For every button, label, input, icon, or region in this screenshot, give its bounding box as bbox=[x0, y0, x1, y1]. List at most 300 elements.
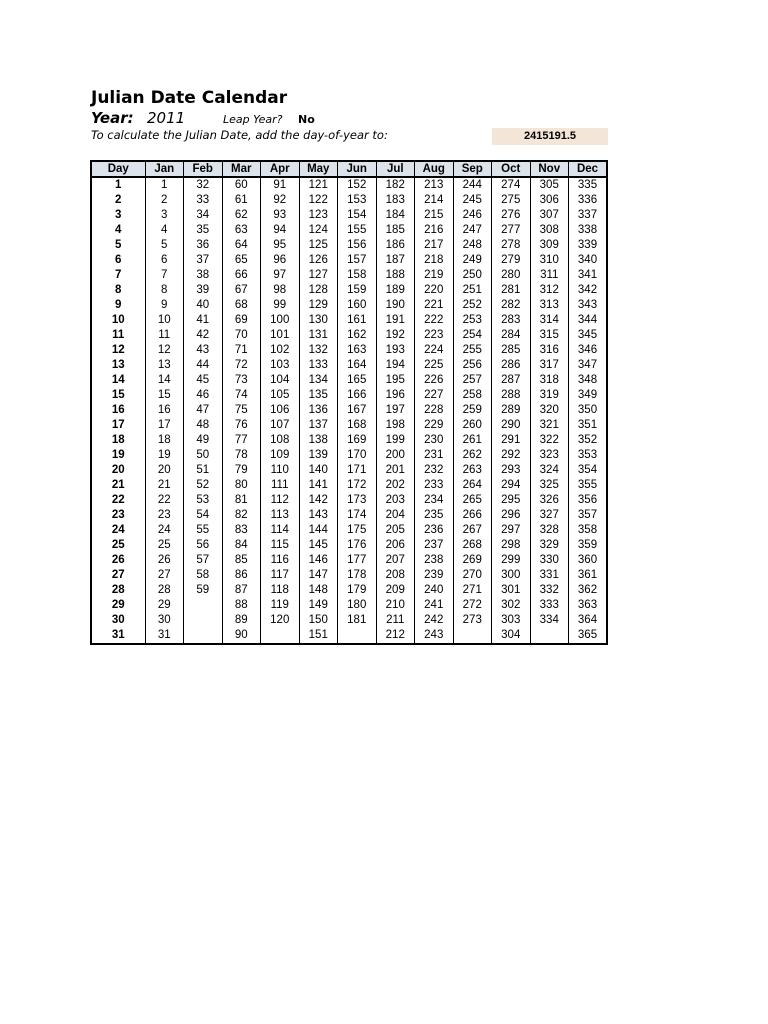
day-of-year-cell: 198 bbox=[376, 418, 415, 433]
day-of-year-cell: 27 bbox=[145, 568, 184, 583]
day-of-year-cell: 53 bbox=[184, 493, 223, 508]
day-of-year-cell: 361 bbox=[569, 568, 608, 583]
day-of-year-cell: 352 bbox=[569, 433, 608, 448]
day-of-year-cell: 118 bbox=[261, 583, 300, 598]
day-of-year-cell: 227 bbox=[415, 388, 454, 403]
day-of-year-cell: 36 bbox=[184, 238, 223, 253]
day-of-year-cell: 290 bbox=[492, 418, 531, 433]
day-of-year-cell: 128 bbox=[299, 283, 338, 298]
day-of-year-cell: 137 bbox=[299, 418, 338, 433]
column-header: Mar bbox=[222, 161, 261, 177]
day-of-year-cell: 165 bbox=[338, 373, 377, 388]
day-of-year-cell: 133 bbox=[299, 358, 338, 373]
day-cell: 19 bbox=[91, 448, 145, 463]
day-of-year-cell: 73 bbox=[222, 373, 261, 388]
day-of-year-cell: 20 bbox=[145, 463, 184, 478]
day-of-year-cell: 351 bbox=[569, 418, 608, 433]
table-row bbox=[91, 493, 607, 508]
day-of-year-cell: 357 bbox=[569, 508, 608, 523]
year-value[interactable]: 2011 bbox=[147, 109, 186, 127]
table-row bbox=[91, 463, 607, 478]
day-of-year-cell: 46 bbox=[184, 388, 223, 403]
day-of-year-cell: 85 bbox=[222, 553, 261, 568]
table-row bbox=[91, 553, 607, 568]
day-of-year-cell: 87 bbox=[222, 583, 261, 598]
day-of-year-cell: 298 bbox=[492, 538, 531, 553]
day-of-year-cell: 166 bbox=[338, 388, 377, 403]
day-of-year-cell: 78 bbox=[222, 448, 261, 463]
table-row bbox=[91, 478, 607, 493]
day-of-year-cell: 187 bbox=[376, 253, 415, 268]
day-of-year-cell bbox=[453, 628, 492, 644]
day-of-year-cell: 327 bbox=[530, 508, 569, 523]
instruction-text: To calculate the Julian Date, add the day-of-year to: bbox=[91, 128, 388, 142]
day-of-year-cell: 172 bbox=[338, 478, 377, 493]
day-of-year-cell: 266 bbox=[453, 508, 492, 523]
day-of-year-cell: 34 bbox=[184, 208, 223, 223]
day-of-year-cell bbox=[530, 628, 569, 644]
day-of-year-cell: 22 bbox=[145, 493, 184, 508]
day-of-year-cell: 322 bbox=[530, 433, 569, 448]
day-of-year-cell: 79 bbox=[222, 463, 261, 478]
day-of-year-cell: 310 bbox=[530, 253, 569, 268]
day-of-year-cell: 343 bbox=[569, 298, 608, 313]
day-of-year-cell: 207 bbox=[376, 553, 415, 568]
day-of-year-cell: 311 bbox=[530, 268, 569, 283]
day-of-year-cell: 346 bbox=[569, 343, 608, 358]
day-of-year-cell: 13 bbox=[145, 358, 184, 373]
day-of-year-cell: 140 bbox=[299, 463, 338, 478]
day-of-year-cell: 260 bbox=[453, 418, 492, 433]
leap-year-value: No bbox=[298, 113, 315, 126]
day-of-year-cell: 339 bbox=[569, 238, 608, 253]
day-of-year-cell: 270 bbox=[453, 568, 492, 583]
day-of-year-cell: 99 bbox=[261, 298, 300, 313]
day-of-year-cell: 286 bbox=[492, 358, 531, 373]
day-of-year-cell: 213 bbox=[415, 177, 454, 193]
day-of-year-cell: 319 bbox=[530, 388, 569, 403]
day-of-year-cell: 71 bbox=[222, 343, 261, 358]
day-cell: 22 bbox=[91, 493, 145, 508]
day-of-year-cell: 312 bbox=[530, 283, 569, 298]
column-header: Jan bbox=[145, 161, 184, 177]
day-of-year-cell: 185 bbox=[376, 223, 415, 238]
day-cell: 20 bbox=[91, 463, 145, 478]
page-title: Julian Date Calendar bbox=[91, 88, 288, 108]
day-of-year-cell: 159 bbox=[338, 283, 377, 298]
day-of-year-cell: 14 bbox=[145, 373, 184, 388]
day-of-year-cell: 226 bbox=[415, 373, 454, 388]
day-cell: 29 bbox=[91, 598, 145, 613]
day-of-year-cell: 250 bbox=[453, 268, 492, 283]
day-of-year-cell: 241 bbox=[415, 598, 454, 613]
day-of-year-cell: 30 bbox=[145, 613, 184, 628]
day-of-year-cell: 228 bbox=[415, 403, 454, 418]
day-of-year-cell: 169 bbox=[338, 433, 377, 448]
day-of-year-cell: 209 bbox=[376, 583, 415, 598]
day-of-year-cell: 274 bbox=[492, 177, 531, 193]
day-of-year-cell: 246 bbox=[453, 208, 492, 223]
day-of-year-cell: 335 bbox=[569, 177, 608, 193]
day-of-year-cell: 119 bbox=[261, 598, 300, 613]
day-of-year-cell: 267 bbox=[453, 523, 492, 538]
day-of-year-cell: 18 bbox=[145, 433, 184, 448]
day-of-year-cell: 92 bbox=[261, 193, 300, 208]
day-of-year-cell: 175 bbox=[338, 523, 377, 538]
day-of-year-cell: 282 bbox=[492, 298, 531, 313]
day-of-year-cell: 197 bbox=[376, 403, 415, 418]
day-of-year-cell: 183 bbox=[376, 193, 415, 208]
table-row bbox=[91, 523, 607, 538]
day-of-year-cell: 1 bbox=[145, 177, 184, 193]
table-row bbox=[91, 193, 607, 208]
day-of-year-cell: 291 bbox=[492, 433, 531, 448]
day-of-year-cell: 230 bbox=[415, 433, 454, 448]
year-label: Year: bbox=[91, 109, 134, 127]
day-of-year-cell: 136 bbox=[299, 403, 338, 418]
day-of-year-cell: 269 bbox=[453, 553, 492, 568]
day-of-year-cell: 111 bbox=[261, 478, 300, 493]
day-of-year-cell: 331 bbox=[530, 568, 569, 583]
day-of-year-cell: 106 bbox=[261, 403, 300, 418]
day-cell: 10 bbox=[91, 313, 145, 328]
day-of-year-cell: 348 bbox=[569, 373, 608, 388]
day-of-year-cell: 244 bbox=[453, 177, 492, 193]
day-of-year-cell: 189 bbox=[376, 283, 415, 298]
day-of-year-cell: 151 bbox=[299, 628, 338, 644]
day-of-year-cell: 19 bbox=[145, 448, 184, 463]
day-of-year-cell: 52 bbox=[184, 478, 223, 493]
day-of-year-cell: 178 bbox=[338, 568, 377, 583]
day-of-year-cell: 321 bbox=[530, 418, 569, 433]
day-of-year-cell: 212 bbox=[376, 628, 415, 644]
day-of-year-cell: 294 bbox=[492, 478, 531, 493]
day-of-year-cell: 131 bbox=[299, 328, 338, 343]
day-of-year-cell: 101 bbox=[261, 328, 300, 343]
day-of-year-cell: 112 bbox=[261, 493, 300, 508]
day-of-year-cell: 162 bbox=[338, 328, 377, 343]
leap-year-label: Leap Year? bbox=[223, 113, 283, 126]
julian-date-table bbox=[90, 160, 608, 645]
day-of-year-cell: 295 bbox=[492, 493, 531, 508]
day-of-year-cell: 204 bbox=[376, 508, 415, 523]
table-row bbox=[91, 253, 607, 268]
day-of-year-cell: 247 bbox=[453, 223, 492, 238]
day-of-year-cell: 179 bbox=[338, 583, 377, 598]
day-of-year-cell: 43 bbox=[184, 343, 223, 358]
day-of-year-cell: 280 bbox=[492, 268, 531, 283]
day-of-year-cell: 32 bbox=[184, 177, 223, 193]
day-of-year-cell: 61 bbox=[222, 193, 261, 208]
day-of-year-cell: 304 bbox=[492, 628, 531, 644]
day-of-year-cell: 174 bbox=[338, 508, 377, 523]
day-of-year-cell: 75 bbox=[222, 403, 261, 418]
table-row bbox=[91, 583, 607, 598]
day-of-year-cell: 281 bbox=[492, 283, 531, 298]
day-of-year-cell: 232 bbox=[415, 463, 454, 478]
day-of-year-cell: 107 bbox=[261, 418, 300, 433]
day-of-year-cell: 302 bbox=[492, 598, 531, 613]
day-of-year-cell: 190 bbox=[376, 298, 415, 313]
table-row bbox=[91, 268, 607, 283]
day-of-year-cell: 35 bbox=[184, 223, 223, 238]
day-of-year-cell: 259 bbox=[453, 403, 492, 418]
day-of-year-cell: 182 bbox=[376, 177, 415, 193]
column-header: Dec bbox=[569, 161, 608, 177]
day-of-year-cell bbox=[184, 628, 223, 644]
day-of-year-cell: 70 bbox=[222, 328, 261, 343]
column-header: Jul bbox=[376, 161, 415, 177]
day-of-year-cell: 309 bbox=[530, 238, 569, 253]
day-of-year-cell: 299 bbox=[492, 553, 531, 568]
day-of-year-cell: 150 bbox=[299, 613, 338, 628]
day-of-year-cell: 125 bbox=[299, 238, 338, 253]
table-row bbox=[91, 238, 607, 253]
day-of-year-cell: 200 bbox=[376, 448, 415, 463]
day-of-year-cell: 242 bbox=[415, 613, 454, 628]
table-row bbox=[91, 208, 607, 223]
day-of-year-cell: 37 bbox=[184, 253, 223, 268]
day-of-year-cell: 288 bbox=[492, 388, 531, 403]
day-of-year-cell: 110 bbox=[261, 463, 300, 478]
day-of-year-cell: 28 bbox=[145, 583, 184, 598]
day-of-year-cell: 193 bbox=[376, 343, 415, 358]
day-cell: 30 bbox=[91, 613, 145, 628]
day-of-year-cell: 108 bbox=[261, 433, 300, 448]
day-of-year-cell: 194 bbox=[376, 358, 415, 373]
column-header: Apr bbox=[261, 161, 300, 177]
day-of-year-cell: 84 bbox=[222, 538, 261, 553]
day-of-year-cell: 264 bbox=[453, 478, 492, 493]
table-row bbox=[91, 628, 607, 644]
day-of-year-cell: 122 bbox=[299, 193, 338, 208]
day-of-year-cell: 205 bbox=[376, 523, 415, 538]
day-of-year-cell: 220 bbox=[415, 283, 454, 298]
day-of-year-cell: 109 bbox=[261, 448, 300, 463]
day-of-year-cell: 251 bbox=[453, 283, 492, 298]
day-of-year-cell: 188 bbox=[376, 268, 415, 283]
day-cell: 5 bbox=[91, 238, 145, 253]
table-row bbox=[91, 538, 607, 553]
day-of-year-cell bbox=[261, 628, 300, 644]
day-of-year-cell: 25 bbox=[145, 538, 184, 553]
day-cell: 11 bbox=[91, 328, 145, 343]
day-of-year-cell: 170 bbox=[338, 448, 377, 463]
day-of-year-cell: 354 bbox=[569, 463, 608, 478]
day-cell: 12 bbox=[91, 343, 145, 358]
day-of-year-cell: 355 bbox=[569, 478, 608, 493]
day-of-year-cell: 173 bbox=[338, 493, 377, 508]
day-of-year-cell: 201 bbox=[376, 463, 415, 478]
day-of-year-cell: 233 bbox=[415, 478, 454, 493]
day-of-year-cell: 315 bbox=[530, 328, 569, 343]
day-of-year-cell: 330 bbox=[530, 553, 569, 568]
day-of-year-cell: 314 bbox=[530, 313, 569, 328]
day-of-year-cell: 211 bbox=[376, 613, 415, 628]
day-of-year-cell: 139 bbox=[299, 448, 338, 463]
day-of-year-cell: 334 bbox=[530, 613, 569, 628]
day-of-year-cell: 214 bbox=[415, 193, 454, 208]
day-of-year-cell: 10 bbox=[145, 313, 184, 328]
day-of-year-cell: 225 bbox=[415, 358, 454, 373]
day-of-year-cell: 154 bbox=[338, 208, 377, 223]
column-header: Oct bbox=[492, 161, 531, 177]
day-of-year-cell: 98 bbox=[261, 283, 300, 298]
day-of-year-cell: 130 bbox=[299, 313, 338, 328]
day-cell: 25 bbox=[91, 538, 145, 553]
day-of-year-cell: 74 bbox=[222, 388, 261, 403]
day-of-year-cell: 218 bbox=[415, 253, 454, 268]
day-of-year-cell: 167 bbox=[338, 403, 377, 418]
day-of-year-cell: 15 bbox=[145, 388, 184, 403]
day-of-year-cell: 223 bbox=[415, 328, 454, 343]
day-of-year-cell: 203 bbox=[376, 493, 415, 508]
day-of-year-cell: 289 bbox=[492, 403, 531, 418]
day-of-year-cell: 338 bbox=[569, 223, 608, 238]
day-of-year-cell: 329 bbox=[530, 538, 569, 553]
day-of-year-cell: 48 bbox=[184, 418, 223, 433]
day-of-year-cell: 342 bbox=[569, 283, 608, 298]
table-row bbox=[91, 418, 607, 433]
day-of-year-cell: 306 bbox=[530, 193, 569, 208]
day-of-year-cell: 292 bbox=[492, 448, 531, 463]
day-of-year-cell: 263 bbox=[453, 463, 492, 478]
day-of-year-cell: 313 bbox=[530, 298, 569, 313]
day-of-year-cell: 208 bbox=[376, 568, 415, 583]
day-cell: 24 bbox=[91, 523, 145, 538]
day-of-year-cell: 97 bbox=[261, 268, 300, 283]
day-of-year-cell bbox=[184, 598, 223, 613]
day-of-year-cell: 256 bbox=[453, 358, 492, 373]
day-of-year-cell: 160 bbox=[338, 298, 377, 313]
day-of-year-cell: 68 bbox=[222, 298, 261, 313]
day-cell: 1 bbox=[91, 177, 145, 193]
day-of-year-cell: 77 bbox=[222, 433, 261, 448]
day-of-year-cell: 353 bbox=[569, 448, 608, 463]
table-row bbox=[91, 343, 607, 358]
day-of-year-cell: 66 bbox=[222, 268, 261, 283]
day-of-year-cell: 115 bbox=[261, 538, 300, 553]
day-of-year-cell: 134 bbox=[299, 373, 338, 388]
day-of-year-cell: 224 bbox=[415, 343, 454, 358]
day-of-year-cell: 142 bbox=[299, 493, 338, 508]
day-of-year-cell: 155 bbox=[338, 223, 377, 238]
day-of-year-cell: 276 bbox=[492, 208, 531, 223]
day-of-year-cell: 231 bbox=[415, 448, 454, 463]
day-of-year-cell: 186 bbox=[376, 238, 415, 253]
day-of-year-cell: 279 bbox=[492, 253, 531, 268]
day-cell: 8 bbox=[91, 283, 145, 298]
day-of-year-cell: 104 bbox=[261, 373, 300, 388]
day-of-year-cell: 215 bbox=[415, 208, 454, 223]
day-of-year-cell: 40 bbox=[184, 298, 223, 313]
day-of-year-cell: 50 bbox=[184, 448, 223, 463]
day-of-year-cell: 163 bbox=[338, 343, 377, 358]
day-of-year-cell: 62 bbox=[222, 208, 261, 223]
day-of-year-cell: 113 bbox=[261, 508, 300, 523]
day-of-year-cell: 65 bbox=[222, 253, 261, 268]
day-of-year-cell: 6 bbox=[145, 253, 184, 268]
day-of-year-cell: 254 bbox=[453, 328, 492, 343]
column-header: May bbox=[299, 161, 338, 177]
day-of-year-cell: 5 bbox=[145, 238, 184, 253]
day-of-year-cell: 59 bbox=[184, 583, 223, 598]
day-of-year-cell: 238 bbox=[415, 553, 454, 568]
day-of-year-cell: 234 bbox=[415, 493, 454, 508]
column-header: Aug bbox=[415, 161, 454, 177]
day-cell: 4 bbox=[91, 223, 145, 238]
day-of-year-cell: 365 bbox=[569, 628, 608, 644]
day-of-year-cell: 23 bbox=[145, 508, 184, 523]
day-of-year-cell: 255 bbox=[453, 343, 492, 358]
day-of-year-cell: 325 bbox=[530, 478, 569, 493]
day-of-year-cell: 360 bbox=[569, 553, 608, 568]
day-of-year-cell: 301 bbox=[492, 583, 531, 598]
column-header: Jun bbox=[338, 161, 377, 177]
table-body bbox=[91, 177, 607, 644]
day-of-year-cell: 24 bbox=[145, 523, 184, 538]
day-cell: 13 bbox=[91, 358, 145, 373]
day-of-year-cell: 145 bbox=[299, 538, 338, 553]
day-of-year-cell: 38 bbox=[184, 268, 223, 283]
table-row bbox=[91, 298, 607, 313]
day-of-year-cell: 363 bbox=[569, 598, 608, 613]
day-of-year-cell: 216 bbox=[415, 223, 454, 238]
day-of-year-cell: 4 bbox=[145, 223, 184, 238]
day-of-year-cell: 80 bbox=[222, 478, 261, 493]
day-of-year-cell: 114 bbox=[261, 523, 300, 538]
day-of-year-cell: 177 bbox=[338, 553, 377, 568]
table-row bbox=[91, 448, 607, 463]
day-of-year-cell: 2 bbox=[145, 193, 184, 208]
day-of-year-cell: 123 bbox=[299, 208, 338, 223]
day-of-year-cell: 262 bbox=[453, 448, 492, 463]
day-cell: 31 bbox=[91, 628, 145, 644]
day-of-year-cell: 58 bbox=[184, 568, 223, 583]
day-cell: 9 bbox=[91, 298, 145, 313]
day-cell: 27 bbox=[91, 568, 145, 583]
day-of-year-cell: 17 bbox=[145, 418, 184, 433]
day-of-year-cell: 3 bbox=[145, 208, 184, 223]
day-of-year-cell: 95 bbox=[261, 238, 300, 253]
day-of-year-cell: 153 bbox=[338, 193, 377, 208]
day-of-year-cell: 333 bbox=[530, 598, 569, 613]
day-of-year-cell: 82 bbox=[222, 508, 261, 523]
day-of-year-cell: 349 bbox=[569, 388, 608, 403]
day-of-year-cell: 164 bbox=[338, 358, 377, 373]
day-cell: 15 bbox=[91, 388, 145, 403]
day-of-year-cell: 340 bbox=[569, 253, 608, 268]
day-of-year-cell: 277 bbox=[492, 223, 531, 238]
day-of-year-cell: 265 bbox=[453, 493, 492, 508]
day-of-year-cell: 54 bbox=[184, 508, 223, 523]
day-of-year-cell: 132 bbox=[299, 343, 338, 358]
day-of-year-cell bbox=[338, 628, 377, 644]
column-header: Nov bbox=[530, 161, 569, 177]
day-of-year-cell: 126 bbox=[299, 253, 338, 268]
day-of-year-cell: 287 bbox=[492, 373, 531, 388]
day-of-year-cell: 76 bbox=[222, 418, 261, 433]
day-of-year-cell: 359 bbox=[569, 538, 608, 553]
day-of-year-cell: 116 bbox=[261, 553, 300, 568]
day-of-year-cell: 202 bbox=[376, 478, 415, 493]
day-of-year-cell: 236 bbox=[415, 523, 454, 538]
day-of-year-cell: 237 bbox=[415, 538, 454, 553]
day-of-year-cell: 39 bbox=[184, 283, 223, 298]
day-of-year-cell: 117 bbox=[261, 568, 300, 583]
column-header: Day bbox=[91, 161, 145, 177]
day-of-year-cell: 45 bbox=[184, 373, 223, 388]
